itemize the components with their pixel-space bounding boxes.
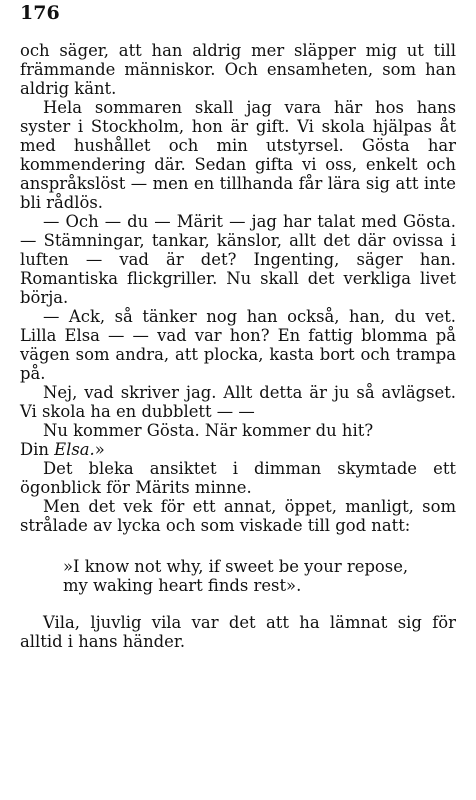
paragraph: Nej, vad skriver jag. Allt detta är ju så avlägset. Vi skola ha en dubblett — — bbox=[20, 383, 456, 421]
paragraph: — Och — du — Märit — jag har talat med Gösta. — Stämningar, tankar, känslor, allt det där ovissa i luften — vad är det? Ingenting, säger han. Romantiska flickgriller. Nu skall det verkliga livet börja. bbox=[20, 212, 456, 307]
poem-quote bbox=[20, 557, 456, 595]
paragraph: och säger, att han aldrig mer släpper mig ut till främmande människor. Och ensamheten, som han aldrig känt. bbox=[20, 41, 456, 98]
paragraph: — Ack, så tänker nog han också, han, du vet. Lilla Elsa — — vad var hon? En fattig blomma på vägen som andra, att plocka, kasta bort och trampa på. bbox=[20, 307, 456, 383]
quote-line: my waking heart finds rest». bbox=[63, 576, 302, 595]
signature-name: Elsa. bbox=[54, 440, 95, 459]
letter-signature bbox=[20, 440, 456, 459]
paragraph: Hela sommaren skall jag vara här hos hans syster i Stockholm, hon är gift. Vi skola hjälpas åt med hushållet och min utstyrsel. Gösta har kommendering där. Sedan gifta vi oss, enkelt och anspråkslöst — men en tillhanda får lära sig att inte bli rådlös. bbox=[20, 98, 456, 212]
page-number: 176 bbox=[20, 2, 60, 24]
body-text bbox=[20, 41, 456, 651]
paragraph: Men det vek för ett annat, öppet, manligt, som strålade av lycka och som viskade till god natt: bbox=[20, 497, 456, 535]
quote-line: »I know not why, if sweet be your repose, bbox=[63, 557, 409, 576]
closing-paragraph: Vila, ljuvlig vila var det att ha lämnat sig för alltid i hans händer. bbox=[20, 613, 456, 651]
signature-prefix: Din bbox=[20, 440, 55, 459]
paragraph: Det bleka ansiktet i dimman skymtade ett ögonblick för Märits minne. bbox=[20, 459, 456, 497]
signature-suffix: » bbox=[94, 440, 105, 459]
paragraph: Nu kommer Gösta. När kommer du hit? bbox=[43, 421, 374, 440]
